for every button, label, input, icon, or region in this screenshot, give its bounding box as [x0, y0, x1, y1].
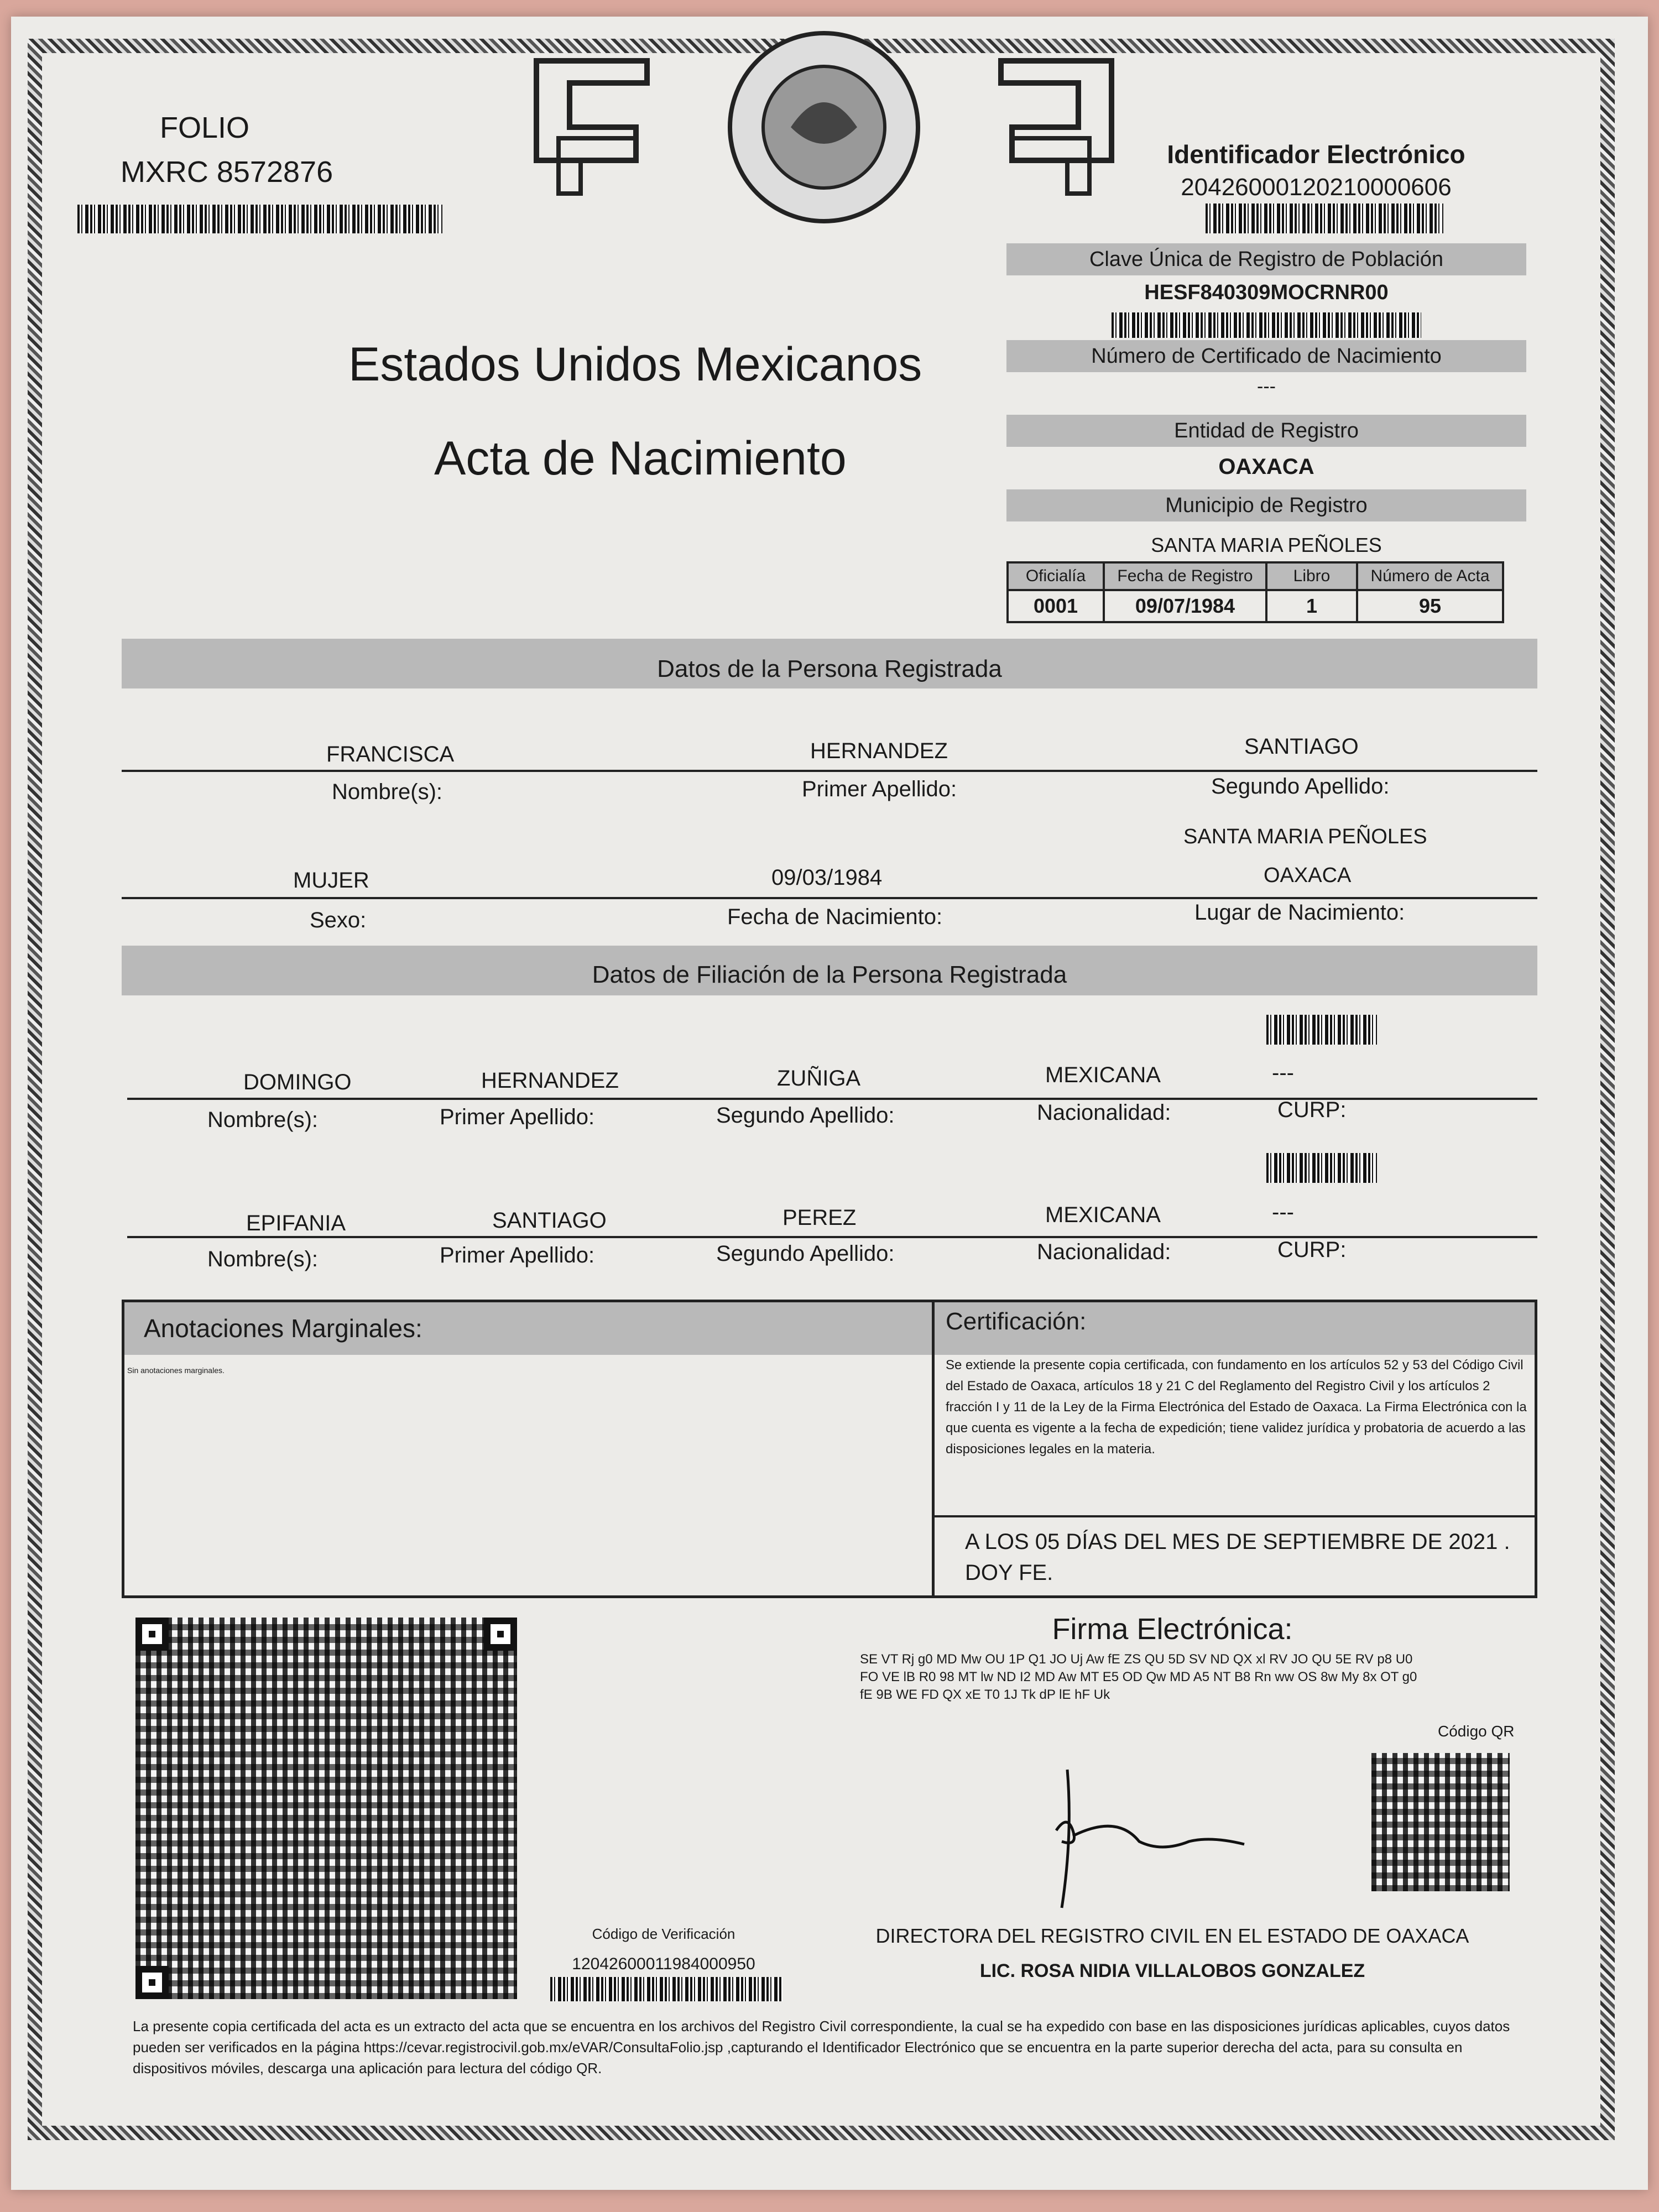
box-divider [932, 1300, 935, 1598]
firma-title: Firma Electrónica: [1052, 1613, 1293, 1646]
persona-sexo: MUJER [293, 868, 369, 893]
country-title: Estados Unidos Mexicanos [348, 338, 922, 391]
persona-line-2 [122, 897, 1537, 899]
padre-label-apellido2: Segundo Apellido: [716, 1103, 895, 1128]
label-lugar: Lugar de Nacimiento: [1194, 900, 1405, 925]
cert-label: Número de Certificado de Nacimiento [1091, 345, 1442, 368]
qr-finder-icon [135, 1966, 169, 1999]
anotaciones-title: Anotaciones Marginales: [144, 1314, 422, 1343]
persona-lugar-2: OAXACA [1264, 864, 1352, 887]
madre-label-nacionalidad: Nacionalidad: [1037, 1240, 1171, 1264]
madre-curp: --- [1272, 1200, 1294, 1224]
footer-text: La presente copia certificada del acta es un extracto del acta que se encuentra en los archivos del Registro Civil correspondiente, la cual se ha expedido con base en las disposiciones jurídicas aplicables, cuyos datos pueden ser verificados en la página https://cevar.registrocivil.gob.mx/eVAR/ConsultaFolio.jsp ,capturando el Identificador Electrónico que se encuentra en la parte superior derecha del acta, para su consulta en dispositivos móviles, descarga una aplicación para lectura del código QR. [133, 2018, 1510, 2077]
folio-value: MXRC 8572876 [120, 155, 333, 189]
firma-nombre: LIC. ROSA NIDIA VILLALOBOS GONZALEZ [979, 1960, 1365, 1981]
padre-nacionalidad: MEXICANA [1045, 1063, 1161, 1087]
label-sexo: Sexo: [310, 908, 367, 932]
madre-label-apellido1: Primer Apellido: [440, 1243, 595, 1267]
value-oficialia: 0001 [1008, 590, 1104, 622]
padre-label-nacionalidad: Nacionalidad: [1037, 1100, 1171, 1125]
label-nombre: Nombre(s): [332, 780, 443, 804]
firma-cargo: DIRECTORA DEL REGISTRO CIVIL EN EL ESTADO DE OAXACA [875, 1924, 1469, 1947]
header-fecha: Fecha de Registro [1104, 562, 1266, 590]
curp-barcode [1112, 312, 1421, 338]
madre-apellido1: SANTIAGO [492, 1208, 607, 1233]
padre-label-apellido1: Primer Apellido: [440, 1105, 595, 1129]
certificacion-title: Certificación: [946, 1308, 1087, 1335]
madre-label-nombre: Nombre(s): [207, 1247, 319, 1271]
persona-fecha: 09/03/1984 [771, 865, 883, 890]
ident-label: Identificador Electrónico [1167, 140, 1465, 169]
padre-curp: --- [1272, 1061, 1294, 1085]
value-acta: 95 [1357, 590, 1503, 622]
firma-code: SE VT Rj g0 MD Mw OU 1P Q1 JO Uj Aw fE ZS QU 5D SV ND QX xl RV JO QU 5E RV p8 U0 FO VE lB R0 98 MT lw ND I2 MD Aw MT E5 OD Qw MD A5 NT B8 Rn ww OS 8w My 8x OT g0 fE 9B WE FD QX xE T0 1J Tk dP lE hF Uk [860, 1652, 1417, 1702]
qr-finder-icon [135, 1618, 169, 1651]
entidad-label: Entidad de Registro [1174, 419, 1359, 442]
verificacion-label: Código de Verificación [592, 1926, 735, 1942]
curp-value: HESF840309MOCRNR00 [1144, 281, 1389, 304]
value-fecha: 09/07/1984 [1104, 590, 1266, 622]
municipio-value: SANTA MARIA PEÑOLES [1151, 534, 1382, 556]
verificacion-value: 12042600011984000950 [572, 1955, 755, 1973]
padre-curp-barcode [1266, 1015, 1377, 1045]
ident-value: 20426000120210000606 [1181, 174, 1452, 201]
signature-icon [1029, 1753, 1261, 1919]
document-title: Acta de Nacimiento [434, 432, 847, 485]
header-libro: Libro [1266, 562, 1357, 590]
anotaciones-text: Sin anotaciones marginales. [127, 1366, 225, 1375]
verificacion-barcode [550, 1977, 782, 2001]
persona-nombre: FRANCISCA [326, 742, 455, 766]
cert-value: --- [1257, 376, 1276, 397]
padre-apellido1: HERNANDEZ [481, 1068, 619, 1093]
small-qr-code [1371, 1753, 1510, 1891]
persona-apellido2: SANTIAGO [1244, 734, 1359, 759]
label-fecha: Fecha de Nacimiento: [727, 905, 943, 929]
padre-nombre: DOMINGO [243, 1070, 352, 1094]
header-oficialia: Oficialía [1008, 562, 1104, 590]
header-acta: Número de Acta [1357, 562, 1503, 590]
persona-section-title: Datos de la Persona Registrada [657, 655, 1002, 682]
madre-apellido2: PEREZ [782, 1206, 857, 1230]
madre-label-apellido2: Segundo Apellido: [716, 1241, 895, 1266]
madre-curp-barcode [1266, 1153, 1377, 1183]
madre-label-curp: CURP: [1277, 1238, 1347, 1262]
persona-apellido1: HERNANDEZ [810, 739, 948, 763]
ident-barcode [1206, 204, 1443, 233]
persona-lugar-1: SANTA MARIA PEÑOLES [1183, 825, 1427, 848]
label-apellido2: Segundo Apellido: [1211, 774, 1390, 799]
padre-label-curp: CURP: [1277, 1098, 1347, 1122]
folio-label: FOLIO [159, 111, 250, 144]
madre-nombre: EPIFANIA [246, 1211, 346, 1235]
certificacion-text: Se extiende la presente copia certificada, con fundamento en los artículos 52 y 53 del Código Civil del Estado de Oaxaca, artículos 18 y 21 C del Reglamento del Registro Civil y los artículos 2 fracción I y 11 de la Ley de la Firma Electrónica del Estado de Oaxaca. La Firma Electrónica con la que cuenta es vigente a la fecha de expedición; tiene validez jurídica y probatoria de acuerdo a las disposiciones legales en la materia. [946, 1358, 1527, 1457]
registro-table [1006, 561, 1504, 623]
label-apellido1: Primer Apellido: [802, 777, 957, 801]
verification-qr-code [135, 1618, 517, 1999]
municipio-label: Municipio de Registro [1165, 494, 1368, 517]
value-libro: 1 [1266, 590, 1357, 622]
padre-apellido2: ZUÑIGA [777, 1066, 861, 1091]
document-sheet [11, 17, 1648, 2190]
qr-label: Código QR [1438, 1723, 1515, 1740]
certificacion-divider [935, 1515, 1535, 1517]
entidad-value: OAXACA [1218, 455, 1314, 479]
madre-nacionalidad: MEXICANA [1045, 1203, 1161, 1227]
folio-barcode [77, 205, 442, 233]
certificacion-fecha: A LOS 05 DÍAS DEL MES DE SEPTIEMBRE DE 2021 . DOY FE. [965, 1530, 1510, 1585]
persona-line-1 [122, 770, 1537, 772]
qr-finder-icon [484, 1618, 517, 1651]
curp-label: Clave Única de Registro de Población [1089, 248, 1444, 271]
coat-of-arms-icon [525, 28, 1123, 238]
padre-label-nombre: Nombre(s): [207, 1108, 319, 1132]
filiacion-section-title: Datos de Filiación de la Persona Registrada [592, 961, 1067, 988]
